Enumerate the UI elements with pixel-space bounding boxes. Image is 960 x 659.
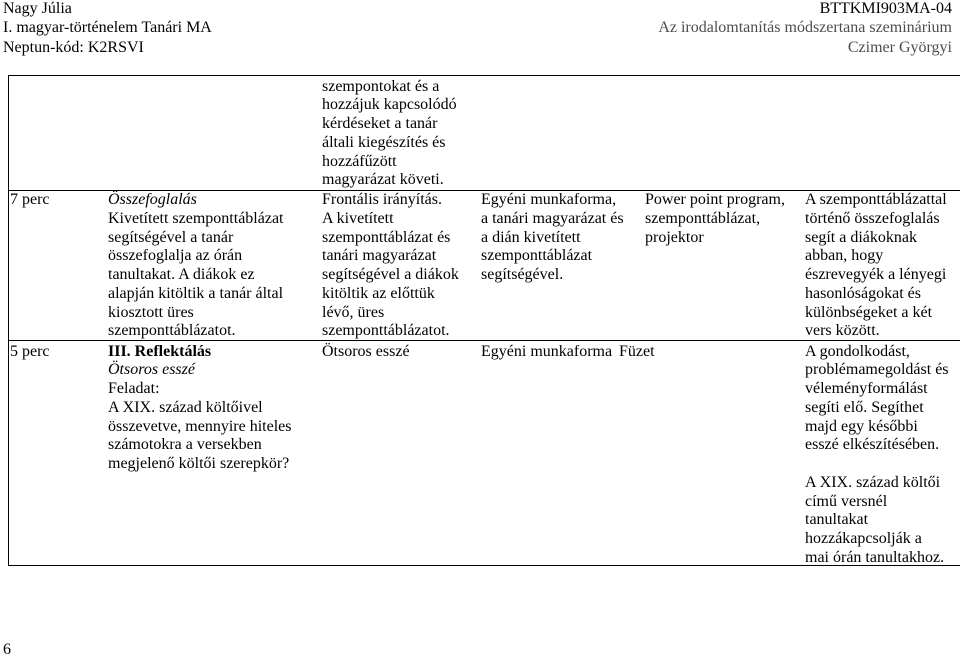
goal-line: A szemponttáblázattal [805, 191, 947, 208]
activity-title: Összefoglalás [108, 191, 197, 208]
activity-line: összevetve, mennyire hiteles [108, 417, 292, 435]
goal-note-line: mai órán tanultakhoz. [805, 548, 945, 566]
goal-line: észrevegyék a lényegi [805, 266, 947, 283]
goal-line: történő összefoglalás [805, 209, 940, 227]
activity-line: Kivetített szemponttáblázat [108, 209, 284, 227]
goal-note-line: A XIX. század költői [805, 473, 941, 491]
header-left [3, 0, 212, 57]
header-right-line: Az irodalomtanítás módszertana szeminárium [658, 19, 952, 36]
tools-line: Power point program, [645, 191, 785, 208]
tools-cell [645, 191, 785, 247]
method-line: A kivetített [322, 209, 394, 227]
table-row [9, 190, 960, 340]
work-form-line: Egyéni munkaforma, [481, 191, 617, 208]
work-form-cell [481, 343, 612, 362]
activity-line: összefoglalja az órán [108, 247, 243, 265]
time-cell [10, 343, 50, 362]
goal-line: problémamegoldást és [805, 361, 949, 379]
activity-cell [108, 343, 292, 474]
method-line: szemponttáblázat és [322, 228, 451, 246]
header-left-line: Neptun-kód: K2RSVI [3, 38, 144, 56]
method-line: lévő, üres [322, 303, 385, 321]
method-line: Ötsoros esszé [322, 342, 410, 360]
header-left-line: Nagy Júlia [3, 0, 72, 17]
goal-line: segíti elő. Segíthet [805, 398, 924, 416]
header-right [658, 0, 952, 57]
header-left-line: I. magyar-történelem Tanári MA [3, 19, 212, 36]
method-line: szemponttáblázatot. [322, 322, 450, 340]
goal-line: esszé elkészítésében. [805, 436, 940, 454]
activity-line: A XIX. század költőivel [108, 398, 263, 416]
goal-note-line: című versnél [805, 492, 888, 510]
method-cell [322, 191, 459, 341]
time-value: 5 perc [10, 342, 50, 360]
goal-line: vers között. [805, 322, 880, 340]
goal-line: hasonlóságokat és [805, 284, 921, 302]
time-cell [10, 191, 50, 210]
method-line: magyarázat követi. [322, 171, 444, 189]
goal-line: különbségeket a két [805, 303, 933, 321]
work-form-line: segítségével. [481, 266, 564, 283]
tools-cell [619, 343, 655, 362]
work-form-cell [481, 191, 624, 285]
goal-note-line: tanultakat [805, 511, 869, 529]
goal-cell [805, 343, 949, 456]
method-cell [322, 78, 457, 191]
lesson-plan-table [8, 75, 960, 566]
goal-line: A gondolkodást, [805, 342, 910, 360]
activity-line: szemponttáblázatot. [108, 322, 236, 340]
goal-cell [805, 191, 947, 341]
work-form-line: szemponttáblázat [481, 247, 593, 265]
method-line: hozzájuk kapcsolódó [322, 96, 457, 114]
method-line: általi kiegészítés és [322, 133, 446, 151]
header-right-line: BTTKMI903MA-04 [819, 0, 952, 17]
tools-line: szemponttáblázat, [645, 209, 761, 227]
tools-line: Füzet [619, 342, 655, 360]
goal-line: véleményformálást [805, 380, 928, 397]
time-value: 7 perc [10, 191, 50, 208]
activity-title: III. Reflektálás [108, 342, 212, 360]
table-row [9, 340, 960, 565]
goal-line: segít a diákoknak [805, 228, 917, 246]
method-line: Frontális irányítás. [322, 191, 442, 208]
activity-subtitle: Ötsoros esszé [108, 361, 195, 379]
activity-line: számotokra a versekben [108, 436, 262, 454]
method-line: kitöltik az előttük [322, 284, 435, 302]
method-line: segítségével a diákok [322, 266, 459, 283]
work-form-line: Egyéni munkaforma [481, 342, 613, 360]
activity-line: segítségével a tanár [108, 228, 234, 246]
page-number: 6 [3, 641, 11, 658]
header-right-line: Czimer Györgyi [847, 38, 952, 56]
activity-line: kiosztott üres [108, 303, 194, 321]
method-line: szempontokat és a [322, 77, 440, 95]
work-form-line: a tanári magyarázat és [481, 209, 624, 227]
activity-line: tanultakat. A diákok ez [108, 266, 255, 283]
activity-line: Feladat: [108, 380, 160, 397]
goal-line: abban, hogy [805, 247, 884, 265]
work-form-line: a dián kivetített [481, 228, 581, 246]
tools-line: projektor [645, 228, 704, 246]
table-row [9, 75, 960, 190]
activity-cell [108, 191, 284, 341]
method-line: kérdéseket a tanár [322, 115, 438, 132]
method-cell [322, 343, 410, 362]
goal-line: majd egy későbbi [805, 417, 918, 435]
activity-line: alapján kitöltik a tanár által [108, 284, 284, 302]
goal-note-cell [805, 474, 944, 568]
activity-line: megjelenő költői szerepkör? [108, 455, 290, 472]
goal-note-line: hozzákapcsolják a [805, 530, 922, 547]
method-line: tanári magyarázat [322, 247, 437, 265]
method-line: hozzáfűzött [322, 152, 397, 170]
